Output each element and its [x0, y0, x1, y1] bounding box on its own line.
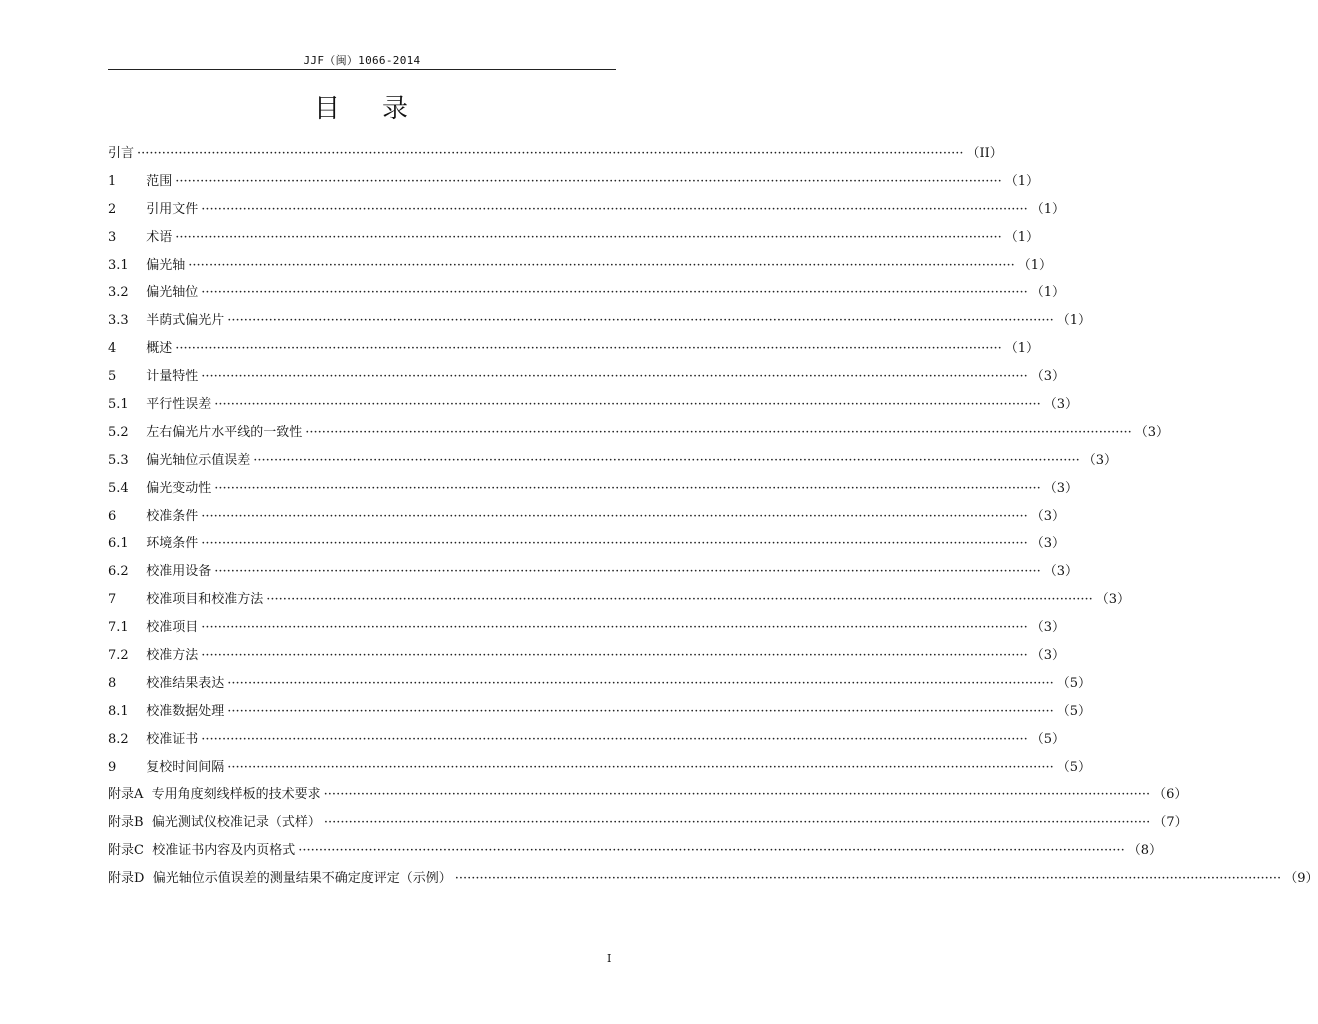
- toc-entry-page: （8）: [1127, 843, 1162, 859]
- toc-entry-number: 4: [108, 341, 117, 357]
- dot-leader: ········································································································································································································: [188, 257, 1015, 273]
- document-code: JJF（闽）1066-2014: [303, 54, 421, 67]
- toc-entry-title: 术语: [146, 229, 173, 245]
- toc-entry-label: [108, 591, 263, 609]
- dot-leader: ········································································································································································································: [201, 369, 1028, 385]
- toc-entry-number: 6.2: [108, 564, 129, 580]
- dot-leader: ········································································································································································································: [214, 480, 1041, 496]
- toc-entry-label: [108, 257, 185, 275]
- toc-entry-page: （5）: [1056, 759, 1092, 775]
- toc-entry-title: 引用文件: [146, 201, 199, 217]
- toc-entry-title: 范围: [146, 173, 173, 189]
- toc-entry-label: [108, 703, 224, 721]
- toc-entry[interactable]: [108, 703, 1092, 731]
- toc-entry-number: 6.1: [108, 536, 129, 552]
- toc-entry-title: 引言: [108, 146, 135, 161]
- toc-entry-label: [108, 229, 172, 247]
- dot-leader: ········································································································································································································: [227, 759, 1054, 775]
- dot-leader: ········································································································································································································: [227, 313, 1054, 329]
- toc-entry-label: [108, 647, 198, 665]
- dot-leader: ········································································································································································································: [201, 285, 1028, 301]
- toc-entry-page: （1）: [1017, 257, 1053, 273]
- toc-entry[interactable]: [108, 424, 1170, 452]
- toc-entry-title: 校准证书: [146, 731, 199, 747]
- toc-entry[interactable]: [108, 619, 1066, 647]
- dot-leader: ········································································································································································································: [201, 731, 1028, 747]
- dot-leader: ········································································································································································································: [201, 201, 1028, 217]
- dot-leader: ········································································································································································································: [175, 173, 1002, 189]
- toc-entry[interactable]: [108, 508, 1066, 536]
- toc-entry-page: （3）: [1082, 452, 1118, 468]
- toc-entry[interactable]: [108, 786, 1188, 814]
- toc-entry-number: 3.3: [108, 313, 129, 329]
- toc-entry-title: 校准项目: [146, 620, 199, 636]
- toc-entry[interactable]: [108, 368, 1066, 396]
- toc-entry-title: 校准结果表达: [146, 675, 225, 691]
- dot-leader: ········································································································································································································: [201, 508, 1028, 524]
- header-divider: [108, 69, 616, 70]
- title-char-2: 录: [382, 94, 411, 124]
- toc-entry-title: 左右偏光片水平线的一致性: [146, 424, 303, 440]
- toc-entry[interactable]: [108, 145, 1003, 173]
- toc-entry-number: 3: [108, 229, 117, 245]
- page-number: I: [607, 952, 612, 965]
- toc-entry-number: 8: [108, 675, 117, 691]
- toc-entry-title: 专用角度刻线样板的技术要求: [151, 787, 321, 803]
- toc-entry-title: 偏光变动性: [146, 480, 212, 496]
- toc-entry-page: （II）: [966, 146, 1003, 161]
- toc-entry[interactable]: [108, 535, 1066, 563]
- toc-entry-number: 附录B: [108, 815, 144, 831]
- toc-entry-page: （1）: [1030, 201, 1066, 217]
- toc-entry-title: 偏光轴位示值误差: [146, 452, 251, 468]
- toc-entry[interactable]: [108, 842, 1162, 870]
- dot-leader: ········································································································································································································: [201, 620, 1028, 636]
- toc-entry-label: [108, 870, 452, 888]
- toc-entry-page: （1）: [1004, 341, 1040, 357]
- toc-entry[interactable]: [108, 731, 1066, 759]
- toc-entry-title: 复校时间间隔: [146, 759, 225, 775]
- toc-entry-label: [108, 508, 198, 526]
- toc-entry-title: 偏光轴位: [146, 285, 199, 301]
- toc-entry-page: （3）: [1043, 397, 1079, 413]
- dot-leader: ········································································································································································································: [201, 648, 1028, 664]
- toc-entry[interactable]: [108, 201, 1066, 229]
- toc-entry-number: 7.1: [108, 620, 129, 636]
- toc-entry-number: 8.1: [108, 703, 129, 719]
- dot-leader: ········································································································································································································: [266, 592, 1093, 608]
- dot-leader: ········································································································································································································: [227, 703, 1054, 719]
- toc-entry-title: 概述: [146, 341, 173, 357]
- dot-leader: ········································································································································································································: [137, 146, 964, 161]
- toc-entry-title: 偏光测试仪校准记录（式样）: [151, 815, 321, 831]
- title-char-1: 目: [313, 94, 342, 124]
- toc-entry-label: [108, 535, 198, 553]
- toc-entry-page: （3）: [1043, 564, 1079, 580]
- toc-entry[interactable]: [108, 675, 1092, 703]
- toc-entry[interactable]: [108, 591, 1131, 619]
- toc-entry-page: （1）: [1030, 285, 1066, 301]
- toc-entry-page: （5）: [1056, 675, 1092, 691]
- toc-entry-number: 6: [108, 508, 117, 524]
- toc-entry-number: 5.4: [108, 480, 129, 496]
- toc-entry[interactable]: [108, 563, 1079, 591]
- toc-entry-title: 平行性误差: [146, 397, 212, 413]
- toc-entry-label: [108, 759, 224, 777]
- toc-entry-title: 环境条件: [146, 536, 199, 552]
- toc-entry-title: 校准项目和校准方法: [146, 592, 264, 608]
- toc-entry-title: 偏光轴位示值误差的测量结果不确定度评定（示例）: [152, 871, 452, 887]
- toc-entry[interactable]: [108, 173, 1040, 201]
- toc-entry-number: 1: [108, 173, 117, 189]
- dot-leader: ········································································································································································································: [201, 536, 1028, 552]
- toc-entry-label: [108, 173, 172, 191]
- toc-entry-number: 5.1: [108, 397, 129, 413]
- dot-leader: ········································································································································································································: [323, 815, 1151, 831]
- dot-leader: ········································································································································································································: [454, 871, 1282, 887]
- toc-entry-label: [108, 201, 198, 219]
- table-of-contents: [108, 145, 1318, 898]
- toc-entry-title: 偏光轴: [146, 257, 186, 273]
- toc-entry[interactable]: [108, 452, 1118, 480]
- toc-entry-label: [108, 814, 321, 832]
- toc-entry[interactable]: [108, 396, 1079, 424]
- dot-leader: ········································································································································································································: [298, 843, 1125, 859]
- toc-entry-label: [108, 480, 211, 498]
- toc-entry-label: [108, 452, 250, 470]
- toc-entry-number: 3.1: [108, 257, 129, 273]
- toc-entry-number: 2: [108, 201, 117, 217]
- toc-entry-title: 校准数据处理: [146, 703, 225, 719]
- toc-entry-label: [108, 563, 211, 581]
- dot-leader: ········································································································································································································: [305, 424, 1132, 440]
- dot-leader: ········································································································································································································: [227, 675, 1054, 691]
- toc-entry-page: （5）: [1030, 731, 1066, 747]
- toc-entry-title: 校准条件: [146, 508, 199, 524]
- toc-entry-title: 计量特性: [146, 369, 199, 385]
- toc-entry-page: （9）: [1284, 871, 1318, 887]
- toc-entry-page: （3）: [1030, 620, 1066, 636]
- dot-leader: ········································································································································································································: [175, 341, 1002, 357]
- toc-entry-page: （7）: [1153, 815, 1188, 831]
- toc-entry-page: （1）: [1004, 173, 1040, 189]
- toc-entry-label: [108, 312, 224, 330]
- toc-entry[interactable]: [108, 284, 1066, 312]
- toc-entry-number: 5.2: [108, 424, 129, 440]
- toc-entry[interactable]: [108, 229, 1040, 257]
- toc-entry-title: 校准证书内容及内页格式: [152, 843, 296, 859]
- toc-entry-label: [108, 731, 198, 749]
- toc-entry-page: （5）: [1056, 703, 1092, 719]
- toc-entry-label: [108, 786, 321, 804]
- toc-entry-label: [108, 619, 198, 637]
- toc-entry-page: （3）: [1030, 648, 1066, 664]
- toc-entry-page: （1）: [1056, 313, 1092, 329]
- toc-entry-title: 校准用设备: [146, 564, 212, 580]
- toc-entry-page: （3）: [1030, 536, 1066, 552]
- dot-leader: ········································································································································································································: [214, 397, 1041, 413]
- toc-entry-label: [108, 842, 295, 860]
- toc-entry[interactable]: [108, 870, 1318, 898]
- toc-entry-page: （6）: [1153, 787, 1188, 803]
- toc-entry-number: 3.2: [108, 285, 129, 301]
- toc-entry-page: （1）: [1004, 229, 1040, 245]
- toc-entry[interactable]: [108, 257, 1053, 285]
- toc-entry-page: （3）: [1030, 369, 1066, 385]
- toc-entry-label: [108, 340, 172, 358]
- toc-entry-page: （3）: [1095, 592, 1131, 608]
- toc-entry[interactable]: [108, 814, 1188, 842]
- toc-entry-number: 7: [108, 592, 117, 608]
- toc-entry[interactable]: [108, 647, 1066, 675]
- page-title: [0, 88, 724, 125]
- dot-leader: ········································································································································································································: [175, 229, 1002, 245]
- toc-entry-number: 5: [108, 369, 117, 385]
- toc-entry-title: 半荫式偏光片: [146, 313, 225, 329]
- toc-entry-label: [108, 368, 198, 386]
- toc-entry-number: 9: [108, 759, 117, 775]
- toc-entry-number: 附录C: [108, 843, 144, 859]
- toc-entry-label: [108, 396, 211, 414]
- toc-entry-number: 附录D: [108, 871, 145, 887]
- toc-entry-title: 校准方法: [146, 648, 199, 664]
- toc-entry-page: （3）: [1030, 508, 1066, 524]
- toc-entry-label: [108, 145, 134, 163]
- dot-leader: ········································································································································································································: [214, 564, 1041, 580]
- toc-entry-number: 8.2: [108, 731, 129, 747]
- toc-entry-page: （3）: [1043, 480, 1079, 496]
- toc-entry[interactable]: [108, 340, 1040, 368]
- toc-entry-number: 附录A: [108, 787, 144, 803]
- toc-entry-number: 5.3: [108, 452, 129, 468]
- toc-entry-label: [108, 424, 302, 442]
- toc-entry[interactable]: [108, 480, 1079, 508]
- toc-entry-page: （3）: [1134, 424, 1170, 440]
- dot-leader: ········································································································································································································: [323, 787, 1151, 803]
- toc-entry[interactable]: [108, 312, 1092, 340]
- dot-leader: ········································································································································································································: [253, 452, 1080, 468]
- toc-entry-label: [108, 284, 198, 302]
- toc-entry-number: 7.2: [108, 648, 129, 664]
- toc-entry[interactable]: [108, 759, 1092, 787]
- toc-entry-label: [108, 675, 224, 693]
